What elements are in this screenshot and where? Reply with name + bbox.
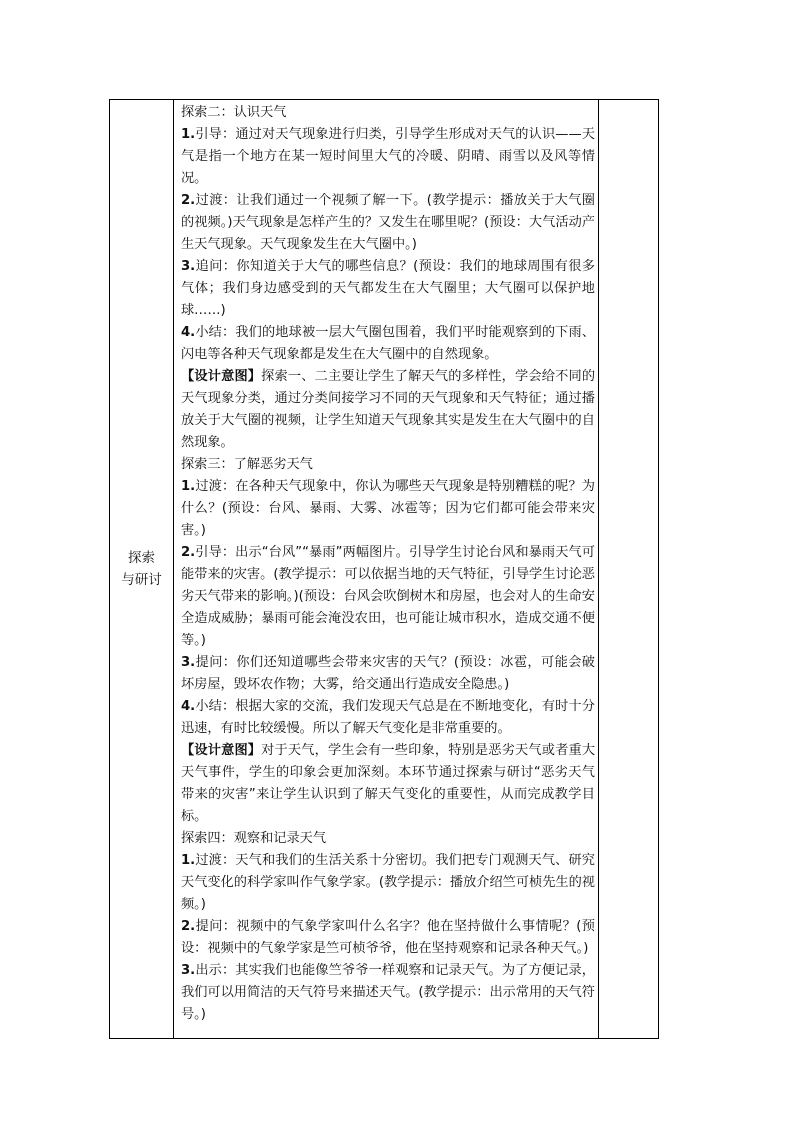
- paragraph: [181, 828, 595, 850]
- paragraph-lead: 4.: [181, 325, 196, 340]
- paragraph: [181, 916, 595, 960]
- paragraph-lead: 3.: [181, 259, 196, 274]
- paragraph-lead: 2.: [181, 545, 196, 560]
- paragraph-lead: 1.: [181, 853, 196, 868]
- lesson-plan-table: [109, 99, 659, 1039]
- paragraph-text: 出示：其实我们也能像竺爷爷一样观察和记录天气。为了方便记录，我们可以用简洁的天气符号来描述天气。(教学提示：出示常用的天气符号。): [181, 963, 595, 1022]
- paragraph-text: 追问：你知道关于大气的哪些信息？(预设：我们的地球周围有很多气体；我们身边感受到的天气都发生在大气圈里；大气圈可以保护地球……): [181, 259, 595, 318]
- paragraph: [181, 454, 595, 476]
- paragraph-lead: 【设计意图】: [181, 369, 262, 384]
- paragraph: [181, 696, 595, 740]
- paragraph-text: 小结：根据大家的交流，我们发现天气总是在不断地变化，有时十分迅速，有时比较缓慢。所以了解天气变化是非常重要的。: [181, 699, 595, 736]
- content-cell: [174, 100, 599, 1039]
- paragraph-text: 探索四：观察和记录天气: [181, 831, 327, 846]
- paragraph-lead: 1.: [181, 479, 196, 494]
- section-label-line2: 与研讨: [121, 572, 162, 588]
- paragraph: [181, 476, 595, 542]
- paragraph: [181, 102, 595, 124]
- notes-cell: [599, 100, 659, 1039]
- paragraph: [181, 322, 595, 366]
- section-label-line1: 探索: [128, 550, 155, 566]
- paragraph-lead: 3.: [181, 963, 196, 978]
- paragraph: [181, 960, 595, 1026]
- paragraph-lead: 1.: [181, 127, 196, 142]
- design-intent-paragraph: [181, 740, 595, 828]
- paragraph-text: 引导：出示“台风”“暴雨”两幅图片。引导学生讨论台风和暴雨天气可能带来的灾害。(教学提示：可以依据当地的天气特征，引导学生讨论恶劣天气带来的影响。)(预设：台风会吹倒树木和房屋，也会对人的生命安全造成威胁；暴雨可能会淹没农田，也可能让城市积水，造成交通不便等。): [181, 545, 595, 648]
- section-label-cell: [110, 100, 174, 1039]
- paragraph-text: 过渡：天气和我们的生活关系十分密切。我们把专门观测天气、研究天气变化的科学家叫作气象学家。(教学提示：播放介绍竺可桢先生的视频。): [181, 853, 595, 912]
- design-intent-paragraph: [181, 366, 595, 454]
- paragraph-lead: 3.: [181, 655, 196, 670]
- paragraph-text: 对于天气，学生会有一些印象，特别是恶劣天气或者重大天气事件，学生的印象会更加深刻。本环节通过探索与研讨“恶劣天气带来的灾害”来让学生认识到了解天气变化的重要性，从而完成教学目标。: [181, 743, 596, 824]
- paragraph: [181, 124, 595, 190]
- paragraph: [181, 542, 595, 652]
- paragraph: [181, 256, 595, 322]
- paragraph-lead: 【设计意图】: [181, 743, 262, 758]
- paragraph-text: 小结：我们的地球被一层大气圈包围着，我们平时能观察到的下雨、闪电等各种天气现象都是发生在大气圈中的自然现象。: [181, 325, 595, 362]
- paragraph-lead: 2.: [181, 193, 196, 208]
- lesson-content: [174, 100, 598, 1026]
- paragraph: [181, 190, 595, 256]
- section-label: [121, 547, 162, 591]
- paragraph-lead: 4.: [181, 699, 196, 714]
- paragraph-text: 探索一、二主要让学生了解天气的多样性，学会给不同的天气现象分类，通过分类间接学习不同的天气现象和天气特征；通过播放关于大气圈的视频，让学生知道天气现象其实是发生在大气圈中的自然现象。: [181, 369, 596, 450]
- paragraph-text: 提问：你们还知道哪些会带来灾害的天气？(预设：冰雹，可能会破坏房屋，毁坏农作物；大雾，给交通出行造成安全隐患。): [181, 655, 595, 692]
- paragraph-text: 探索二：认识天气: [181, 105, 287, 120]
- paragraph-text: 过渡：在各种天气现象中，你认为哪些天气现象是特别糟糕的呢？为什么？(预设：台风、暴雨、大雾、冰雹等；因为它们都可能会带来灾害。): [181, 479, 595, 538]
- paragraph-text: 引导：通过对天气现象进行归类，引导学生形成对天气的认识——天气是指一个地方在某一短时间里大气的冷暖、阴晴、雨雪以及风等情况。: [181, 127, 595, 186]
- paragraph-lead: 2.: [181, 919, 196, 934]
- paragraph-text: 探索三：了解恶劣天气: [181, 457, 313, 472]
- paragraph: [181, 850, 595, 916]
- paragraph-text: 过渡：让我们通过一个视频了解一下。(教学提示：播放关于大气圈的视频。)天气现象是怎样产生的？又发生在哪里呢？(预设：大气活动产生天气现象。天气现象发生在大气圈中。): [181, 193, 595, 252]
- table-row: [110, 100, 659, 1039]
- paragraph: [181, 652, 595, 696]
- paragraph-text: 提问：视频中的气象学家叫什么名字？他在坚持做什么事情呢？(预设：视频中的气象学家是竺可桢爷爷，他在坚持观察和记录各种天气。): [181, 919, 595, 956]
